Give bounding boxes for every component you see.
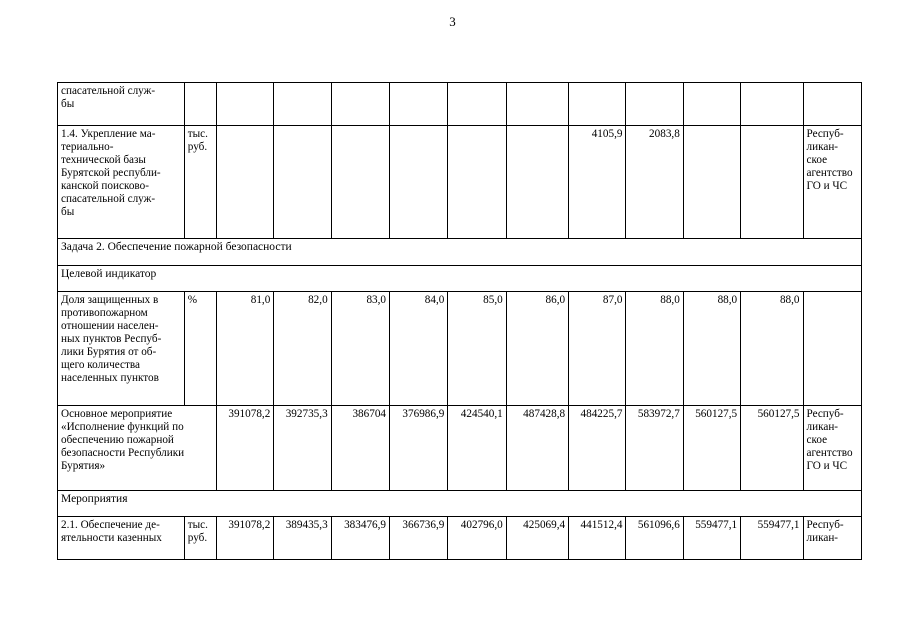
table-row bbox=[58, 266, 862, 292]
value-cell bbox=[448, 83, 506, 126]
table-row bbox=[58, 292, 862, 406]
value-cell: 4105,9 bbox=[569, 126, 626, 239]
value-cell: 82,0 bbox=[274, 292, 331, 406]
value-cell bbox=[274, 126, 331, 239]
value-cell: 441512,4 bbox=[569, 517, 626, 560]
value-cell: 425069,4 bbox=[506, 517, 568, 560]
value-cell: 83,0 bbox=[331, 292, 389, 406]
value-cell: 366736,9 bbox=[390, 517, 448, 560]
value-cell: 559477,1 bbox=[741, 517, 803, 560]
row-name-cell: 2.1. Обеспечение де- ятельности казенных bbox=[58, 517, 185, 560]
program-table bbox=[57, 82, 862, 560]
value-cell bbox=[216, 83, 273, 126]
value-cell: 487428,8 bbox=[506, 406, 568, 491]
unit-cell: тыс. руб. bbox=[184, 517, 216, 560]
executor-cell: Респуб- ликан- ское агентство ГО и ЧС bbox=[803, 406, 861, 491]
value-cell bbox=[569, 83, 626, 126]
page-number: 3 bbox=[449, 14, 456, 29]
value-cell bbox=[390, 126, 448, 239]
value-cell bbox=[506, 83, 568, 126]
unit-cell: тыс. руб. bbox=[184, 126, 216, 239]
value-cell: 87,0 bbox=[569, 292, 626, 406]
value-cell: 88,0 bbox=[683, 292, 740, 406]
executor-cell bbox=[803, 292, 861, 406]
value-cell: 402796,0 bbox=[448, 517, 506, 560]
executor-cell: Респуб- ликан- ское агентство ГО и ЧС bbox=[803, 126, 861, 239]
value-cell: 391078,2 bbox=[216, 517, 273, 560]
value-cell: 389435,3 bbox=[274, 517, 331, 560]
value-cell bbox=[683, 83, 740, 126]
table-row bbox=[58, 517, 862, 560]
value-cell: 383476,9 bbox=[331, 517, 389, 560]
value-cell bbox=[448, 126, 506, 239]
value-cell: 88,0 bbox=[626, 292, 683, 406]
value-cell: 583972,7 bbox=[626, 406, 683, 491]
value-cell: 81,0 bbox=[216, 292, 273, 406]
table-row bbox=[58, 239, 862, 266]
value-cell: 84,0 bbox=[390, 292, 448, 406]
value-cell: 560127,5 bbox=[741, 406, 803, 491]
value-cell bbox=[506, 126, 568, 239]
row-name-cell: спасательной служ- бы bbox=[58, 83, 185, 126]
table-row bbox=[58, 126, 862, 239]
row-name-cell: 1.4. Укрепление ма- териально- технической базы Бурятской республи- канской поисково- спасательной служ- бы bbox=[58, 126, 185, 239]
row-name-cell: Основное мероприятие «Исполнение функций по обеспечению пожарной безопасности Республики Бурятия» bbox=[58, 406, 217, 491]
value-cell: 559477,1 bbox=[683, 517, 740, 560]
executor-cell bbox=[803, 83, 861, 126]
value-cell: 561096,6 bbox=[626, 517, 683, 560]
unit-cell: % bbox=[184, 292, 216, 406]
executor-cell: Респуб- ликан- bbox=[803, 517, 861, 560]
value-cell: 2083,8 bbox=[626, 126, 683, 239]
value-cell: 484225,7 bbox=[569, 406, 626, 491]
value-cell: 376986,9 bbox=[390, 406, 448, 491]
table-row bbox=[58, 406, 862, 491]
value-cell: 560127,5 bbox=[683, 406, 740, 491]
row-name-cell: Доля защищенных в противопожарном отношении населен- ных пунктов Респуб- лики Бурятия от об- щего количества населенных пунктов bbox=[58, 292, 185, 406]
table-row bbox=[58, 491, 862, 517]
value-cell bbox=[216, 126, 273, 239]
value-cell bbox=[626, 83, 683, 126]
value-cell bbox=[683, 126, 740, 239]
value-cell: 424540,1 bbox=[448, 406, 506, 491]
value-cell: 88,0 bbox=[741, 292, 803, 406]
value-cell: 391078,2 bbox=[216, 406, 273, 491]
value-cell: 86,0 bbox=[506, 292, 568, 406]
section-heading: Мероприятия bbox=[58, 491, 862, 517]
value-cell bbox=[331, 83, 389, 126]
value-cell: 392735,3 bbox=[274, 406, 331, 491]
value-cell bbox=[390, 83, 448, 126]
value-cell bbox=[741, 126, 803, 239]
value-cell bbox=[274, 83, 331, 126]
value-cell bbox=[331, 126, 389, 239]
unit-cell bbox=[184, 83, 216, 126]
task-heading: Задача 2. Обеспечение пожарной безопасности bbox=[58, 239, 862, 266]
value-cell: 386704 bbox=[331, 406, 389, 491]
table-row bbox=[58, 83, 862, 126]
section-heading: Целевой индикатор bbox=[58, 266, 862, 292]
value-cell: 85,0 bbox=[448, 292, 506, 406]
value-cell bbox=[741, 83, 803, 126]
